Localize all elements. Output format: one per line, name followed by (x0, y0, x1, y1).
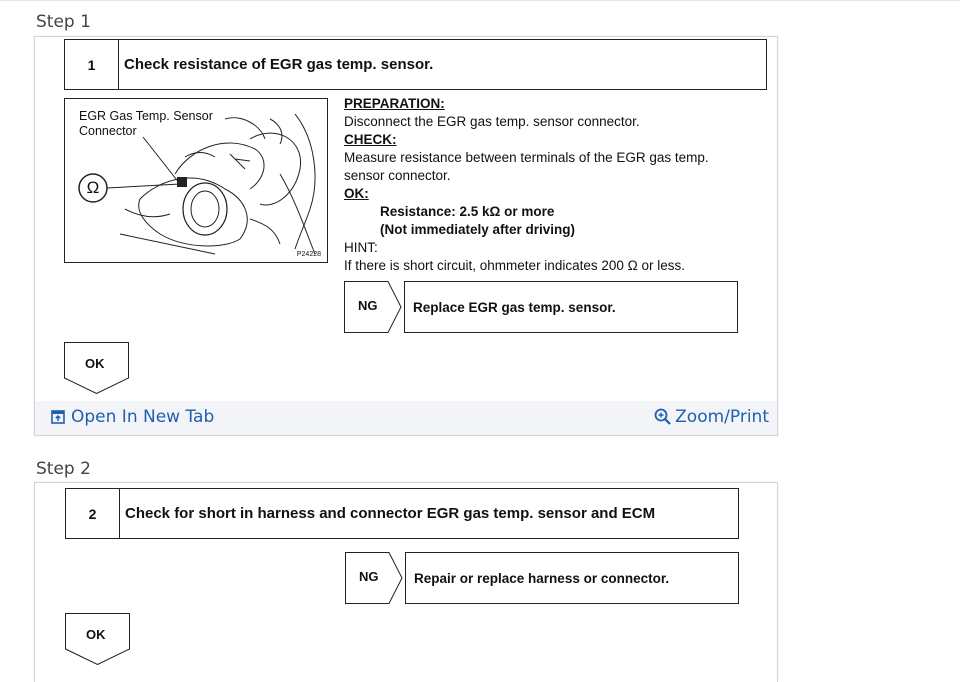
step2-ng-tag (345, 552, 403, 604)
top-divider (0, 0, 960, 1)
open-new-tab-icon (51, 410, 65, 424)
step1-instructions (344, 95, 709, 275)
step2-ng-branch (345, 552, 740, 604)
sensor-diagram (64, 98, 328, 263)
step1-title-box (64, 39, 767, 90)
figure-label-line2: Connector (79, 124, 137, 138)
figure-code: P24228 (296, 251, 321, 258)
step1-ng-tag (344, 281, 402, 333)
step2-number: 2 (66, 489, 120, 538)
step2-title-box (65, 488, 739, 539)
step1-ng-action: Replace EGR gas temp. sensor. (404, 281, 738, 333)
ok-criteria-line2: (Not immediately after driving) (380, 222, 576, 237)
zoom-print-label: Zoom/Print (675, 407, 769, 427)
step2-title: Check for short in harness and connector EGR gas temp. sensor and ECM (125, 505, 656, 522)
step2-ng-label: NG (359, 569, 379, 584)
figure-label-line1: EGR Gas Temp. Sensor (79, 109, 213, 123)
step1-footer (35, 401, 777, 435)
ohmmeter-symbol: Ω (86, 178, 100, 197)
step1-ok-label: OK (85, 356, 105, 371)
ok-criteria-line1: Resistance: 2.5 kΩ or more (380, 204, 555, 219)
zoom-icon (654, 408, 672, 426)
step1-ng-branch (344, 281, 739, 333)
engine-illustration (65, 99, 327, 262)
check-header: CHECK: (344, 132, 397, 147)
check-text-line2: sensor connector. (344, 168, 451, 183)
zoom-print-link[interactable] (654, 407, 769, 427)
check-text-line1: Measure resistance between terminals of the EGR gas temp. (344, 150, 709, 165)
step1-ng-label: NG (358, 298, 378, 313)
step1-ok-tag (64, 342, 130, 394)
step1-title: Check resistance of EGR gas temp. sensor. (124, 56, 434, 73)
step2-ng-action: Repair or replace harness or connector. (405, 552, 739, 604)
step2-ok-label: OK (86, 627, 106, 642)
hint-text: If there is short circuit, ohmmeter indicates 200 Ω or less. (344, 258, 685, 273)
open-new-tab-link[interactable] (51, 407, 214, 427)
step2-card (34, 482, 778, 682)
step2-label: Step 2 (36, 459, 91, 479)
open-new-tab-label: Open In New Tab (71, 407, 215, 427)
step1-number: 1 (65, 40, 119, 89)
step2-ok-tag (65, 613, 131, 665)
preparation-header: PREPARATION: (344, 96, 445, 111)
hint-header: HINT: (344, 240, 378, 255)
step1-label: Step 1 (36, 12, 91, 32)
ok-header: OK: (344, 186, 369, 201)
preparation-text: Disconnect the EGR gas temp. sensor connector. (344, 114, 640, 129)
step1-card (34, 36, 778, 436)
